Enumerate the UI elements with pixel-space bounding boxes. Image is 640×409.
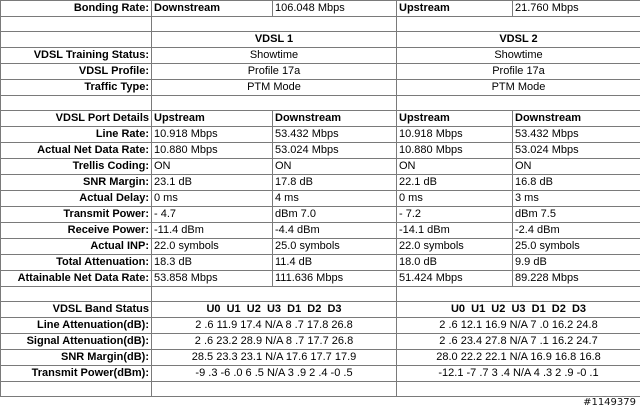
vdsl1-upstream-value: 18.3 dB	[152, 255, 273, 271]
vdsl-title-blank	[1, 32, 152, 48]
status-vdsl2-value: Showtime	[397, 48, 640, 64]
band-status-row-label: SNR Margin(dB):	[1, 350, 152, 366]
port-detail-label: Actual INP:	[1, 239, 152, 255]
port-detail-label: Actual Net Data Rate:	[1, 143, 152, 159]
vdsl1-downstream-value: ON	[273, 159, 397, 175]
vdsl2-band-values: 2 .6 12.1 16.9 N/A 7 .0 16.2 24.8	[397, 318, 640, 334]
vdsl1-band-values: -9 .3 -6 .0 6 .5 N/A 3 .9 2 .4 -0 .5	[152, 366, 397, 382]
bonding-upstream-label: Upstream	[397, 1, 513, 17]
vdsl1-upstream-value: - 4.7	[152, 207, 273, 223]
port-detail-label: Transmit Power:	[1, 207, 152, 223]
port-detail-label: Actual Delay:	[1, 191, 152, 207]
spacer-cell	[1, 382, 152, 397]
vdsl2-upstream-value: 0 ms	[397, 191, 513, 207]
band-status-row	[1, 318, 640, 334]
port-detail-row	[1, 159, 640, 175]
band-status-row-label: Transmit Power(dBm):	[1, 366, 152, 382]
vdsl2-upstream-value: ON	[397, 159, 513, 175]
vdsl1-upstream-value: 10.918 Mbps	[152, 127, 273, 143]
vdsl1-upstream-header: Upstream	[152, 111, 273, 127]
spacer-cell	[152, 287, 397, 302]
spacer-row	[1, 287, 640, 302]
vdsl1-upstream-value: 22.0 symbols	[152, 239, 273, 255]
vdsl1-downstream-header: Downstream	[273, 111, 397, 127]
status-vdsl1-value: Profile 17a	[152, 64, 397, 80]
band-status-row-label: Signal Attenuation(dB):	[1, 334, 152, 350]
port-details-header-row	[1, 111, 640, 127]
vdsl1-downstream-value: 111.636 Mbps	[273, 271, 397, 287]
vdsl1-downstream-value: dBm 7.0	[273, 207, 397, 223]
vdsl2-downstream-value: 25.0 symbols	[513, 239, 640, 255]
status-label: VDSL Profile:	[1, 64, 152, 80]
vdsl2-band-header: U0 U1 U2 U3 D1 D2 D3	[397, 302, 640, 318]
vdsl2-upstream-value: 10.918 Mbps	[397, 127, 513, 143]
port-detail-label: Line Rate:	[1, 127, 152, 143]
vdsl2-downstream-value: 3 ms	[513, 191, 640, 207]
port-details-label: VDSL Port Details	[1, 111, 152, 127]
spacer-row	[1, 17, 640, 32]
vdsl2-band-values: 2 .6 23.4 27.8 N/A 7 .1 16.2 24.7	[397, 334, 640, 350]
port-detail-row	[1, 175, 640, 191]
spacer-cell	[152, 96, 397, 111]
vdsl-title-row	[1, 32, 640, 48]
vdsl2-upstream-value: - 7.2	[397, 207, 513, 223]
spacer-cell	[397, 382, 640, 397]
spacer-cell	[1, 96, 152, 111]
status-label: VDSL Training Status:	[1, 48, 152, 64]
band-status-row-label: Line Attenuation(dB):	[1, 318, 152, 334]
bonding-upstream-value: 21.760 Mbps	[513, 1, 640, 17]
vdsl2-upstream-value: -14.1 dBm	[397, 223, 513, 239]
vdsl2-upstream-value: 22.1 dB	[397, 175, 513, 191]
spacer-cell	[152, 382, 397, 397]
spacer-cell	[397, 287, 640, 302]
vdsl2-upstream-header: Upstream	[397, 111, 513, 127]
spacer-cell	[1, 17, 152, 32]
vdsl1-band-values: 28.5 23.3 23.1 N/A 17.6 17.7 17.9	[152, 350, 397, 366]
status-row	[1, 48, 640, 64]
watermark-id: #1149379	[583, 397, 636, 408]
vdsl1-upstream-value: 53.858 Mbps	[152, 271, 273, 287]
port-detail-label: Attainable Net Data Rate:	[1, 271, 152, 287]
port-detail-row	[1, 191, 640, 207]
vdsl2-downstream-value: 16.8 dB	[513, 175, 640, 191]
vdsl2-upstream-value: 51.424 Mbps	[397, 271, 513, 287]
port-detail-row	[1, 143, 640, 159]
vdsl1-downstream-value: 25.0 symbols	[273, 239, 397, 255]
band-status-row	[1, 350, 640, 366]
vdsl2-upstream-value: 18.0 dB	[397, 255, 513, 271]
bonding-rate-row	[1, 1, 640, 17]
spacer-row	[1, 96, 640, 111]
band-status-row	[1, 366, 640, 382]
status-label: Traffic Type:	[1, 80, 152, 96]
spacer-row	[1, 382, 640, 397]
port-detail-row	[1, 207, 640, 223]
port-detail-label: Trellis Coding:	[1, 159, 152, 175]
vdsl1-upstream-value: -11.4 dBm	[152, 223, 273, 239]
port-detail-row	[1, 223, 640, 239]
vdsl1-downstream-value: 4 ms	[273, 191, 397, 207]
vdsl1-band-header: U0 U1 U2 U3 D1 D2 D3	[152, 302, 397, 318]
spacer-cell	[397, 96, 640, 111]
vdsl2-downstream-value: 53.432 Mbps	[513, 127, 640, 143]
status-vdsl1-value: PTM Mode	[152, 80, 397, 96]
vdsl1-band-values: 2 .6 11.9 17.4 N/A 8 .7 17.8 26.8	[152, 318, 397, 334]
bonding-downstream-value: 106.048 Mbps	[273, 1, 397, 17]
vdsl2-title: VDSL 2	[397, 32, 640, 48]
vdsl1-downstream-value: 53.024 Mbps	[273, 143, 397, 159]
port-detail-row	[1, 239, 640, 255]
vdsl2-downstream-value: dBm 7.5	[513, 207, 640, 223]
status-vdsl1-value: Showtime	[152, 48, 397, 64]
vdsl1-downstream-value: 11.4 dB	[273, 255, 397, 271]
vdsl2-band-values: -12.1 -7 .7 3 .4 N/A 4 .3 2 .9 -0 .1	[397, 366, 640, 382]
vdsl2-downstream-value: ON	[513, 159, 640, 175]
port-detail-row	[1, 271, 640, 287]
vdsl2-upstream-value: 10.880 Mbps	[397, 143, 513, 159]
vdsl1-band-values: 2 .6 23.2 28.9 N/A 8 .7 17.7 26.8	[152, 334, 397, 350]
vdsl1-downstream-value: 53.432 Mbps	[273, 127, 397, 143]
port-detail-row	[1, 127, 640, 143]
status-row	[1, 80, 640, 96]
vdsl2-band-values: 28.0 22.2 22.1 N/A 16.9 16.8 16.8	[397, 350, 640, 366]
band-status-row	[1, 334, 640, 350]
vdsl2-downstream-value: -2.4 dBm	[513, 223, 640, 239]
port-detail-label: Receive Power:	[1, 223, 152, 239]
band-status-label: VDSL Band Status	[1, 302, 152, 318]
bonding-rate-label: Bonding Rate:	[1, 1, 152, 17]
spacer-cell	[1, 287, 152, 302]
vdsl2-upstream-value: 22.0 symbols	[397, 239, 513, 255]
vdsl2-downstream-value: 53.024 Mbps	[513, 143, 640, 159]
port-detail-label: Total Attenuation:	[1, 255, 152, 271]
vdsl1-upstream-value: 10.880 Mbps	[152, 143, 273, 159]
bonding-downstream-label: Downstream	[152, 1, 273, 17]
vdsl1-upstream-value: 23.1 dB	[152, 175, 273, 191]
vdsl1-title: VDSL 1	[152, 32, 397, 48]
vdsl2-downstream-header: Downstream	[513, 111, 640, 127]
port-detail-row	[1, 255, 640, 271]
vdsl1-downstream-value: 17.8 dB	[273, 175, 397, 191]
status-vdsl2-value: PTM Mode	[397, 80, 640, 96]
spacer-cell	[397, 17, 640, 32]
vdsl1-upstream-value: ON	[152, 159, 273, 175]
band-status-header-row	[1, 302, 640, 318]
vdsl1-downstream-value: -4.4 dBm	[273, 223, 397, 239]
status-row	[1, 64, 640, 80]
spacer-cell	[152, 17, 397, 32]
vdsl2-downstream-value: 9.9 dB	[513, 255, 640, 271]
status-vdsl2-value: Profile 17a	[397, 64, 640, 80]
vdsl1-upstream-value: 0 ms	[152, 191, 273, 207]
port-detail-label: SNR Margin:	[1, 175, 152, 191]
vdsl2-downstream-value: 89.228 Mbps	[513, 271, 640, 287]
